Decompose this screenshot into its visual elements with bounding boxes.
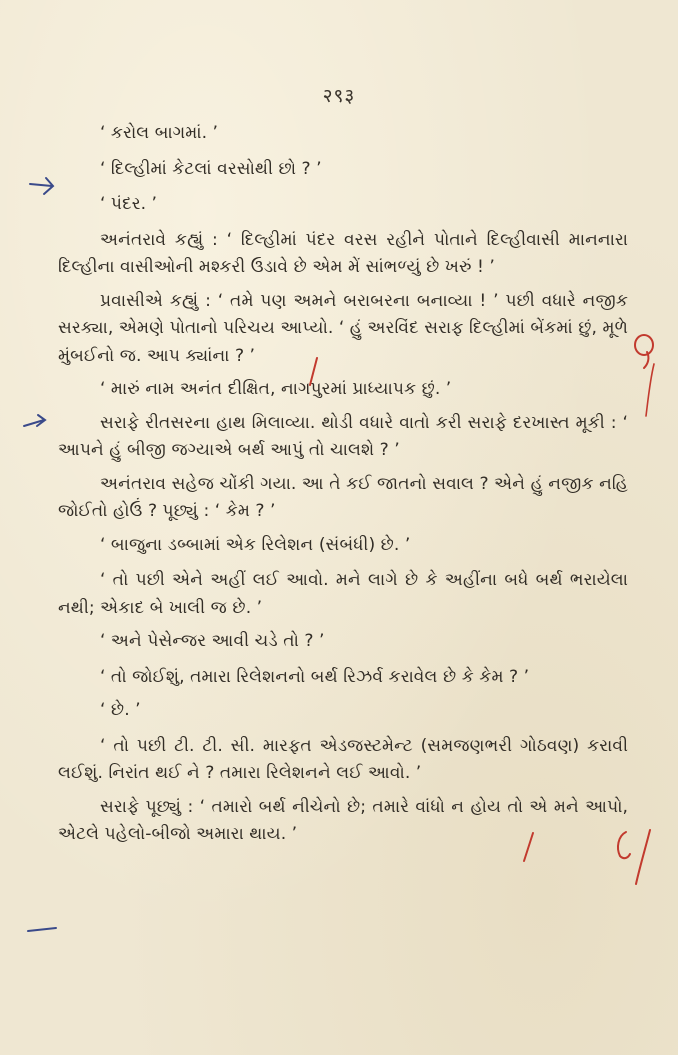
dialogue-line-1: ‘ કરોલ બાગમાં. ’	[100, 123, 218, 143]
paragraph-15: સરાફે પૂછ્યું : ‘ તમારો બર્થ નીચેનો છે; તમારે વાંધો ન હોય તો એ મને આપો, એટલે પહેલો-બીજો અમારા થાય. ’	[58, 796, 628, 844]
paragraph-4: અનંતરાવે કહ્યું : ‘ દિલ્હીમાં પંદર વરસ રહીને પોતાને દિલ્હીવાસી માનનારા દિલ્હીના વાસીઓની મશ્કરી ઉડાવે છે એમ મેં સાંભળ્યું છે ખરું ! ’	[58, 229, 628, 277]
red-slash-mark-icon	[520, 830, 536, 864]
page-body	[58, 120, 628, 855]
pencil-arrow-icon	[28, 174, 58, 198]
paragraph-8: અનંતરાવ સહેજ ચોંકી ગયા. આ તે કઈ જાતનો સવાલ ? એને હું નજીક નહિ જોઈતો હોઉં ? પૂછ્યું : ‘ કેમ ? ’	[58, 473, 628, 521]
dialogue-line-3: ‘ પંદર. ’	[100, 194, 157, 214]
paragraph-13: ‘ છે. ’	[100, 700, 141, 720]
paragraph-7: સરાફે રીતસરના હાથ મિલાવ્યા. થોડી વધારે વાતો કરી સરાફે દરખાસ્ત મૂકી : ‘ આપને હું બીજી જગ્યાએ બર્થ આપું તો ચાલશે ? ’	[58, 412, 628, 460]
red-slash-mark-icon	[305, 355, 321, 389]
paragraph-14: ‘ તો પછી ટી. ટી. સી. મારફત એડજસ્ટમેન્ટ (સમજણભરી ગોઠવણ) કરાવી લઈશું. નિરાંત થઈ ને ? તમારા રિલેશનને લઈ આવો. ’	[58, 735, 628, 783]
red-margin-line-icon	[640, 360, 658, 420]
red-bracket-mark-icon	[610, 826, 662, 888]
paragraph-5: પ્રવાસીએ કહ્યું : ‘ તમે પણ અમને બરાબરના બનાવ્યા ! ’ પછી વધારે નજીક સરક્યા, એમણે પોતાનો પરિચય આપ્યો. ‘ હું અરવિંદ સરાફ દિલ્હીમાં બેંકમાં છું, મૂળે મુંબઈનો જ. આપ ક્યાંના ? ’	[58, 290, 628, 366]
page-number: २९३	[322, 85, 356, 107]
paragraph-9: ‘ બાજુના ડબ્બામાં એક રિલેશન (સંબંધી) છે. ’	[100, 534, 411, 555]
paragraph-10: ‘ તો પછી એને અહીં લઈ આવો. મને લાગે છે કે અહીંના બધે બર્થ ભરાયેલા નથી; એકાદ બે ખાલી જ છે. ’	[58, 570, 628, 618]
pencil-dash-icon	[26, 922, 60, 936]
dialogue-line-2: ‘ દિલ્હીમાં કેટલાં વરસોથી છો ? ’	[100, 158, 322, 179]
paragraph-11: ‘ અને પેસેન્જર આવી ચડે તો ? ’	[100, 631, 325, 651]
pencil-arrow-icon	[22, 412, 50, 432]
paragraph-12: ‘ તો જોઈશું, તમારા રિલેશનનો બર્થ રિઝર્વ કરાવેલ છે કે કેમ ? ’	[100, 666, 530, 687]
paragraph-6: ‘ મારું નામ અનંત દીક્ષિત, નાગપુરમાં પ્રાધ્યાપક છું. ’	[100, 379, 452, 399]
